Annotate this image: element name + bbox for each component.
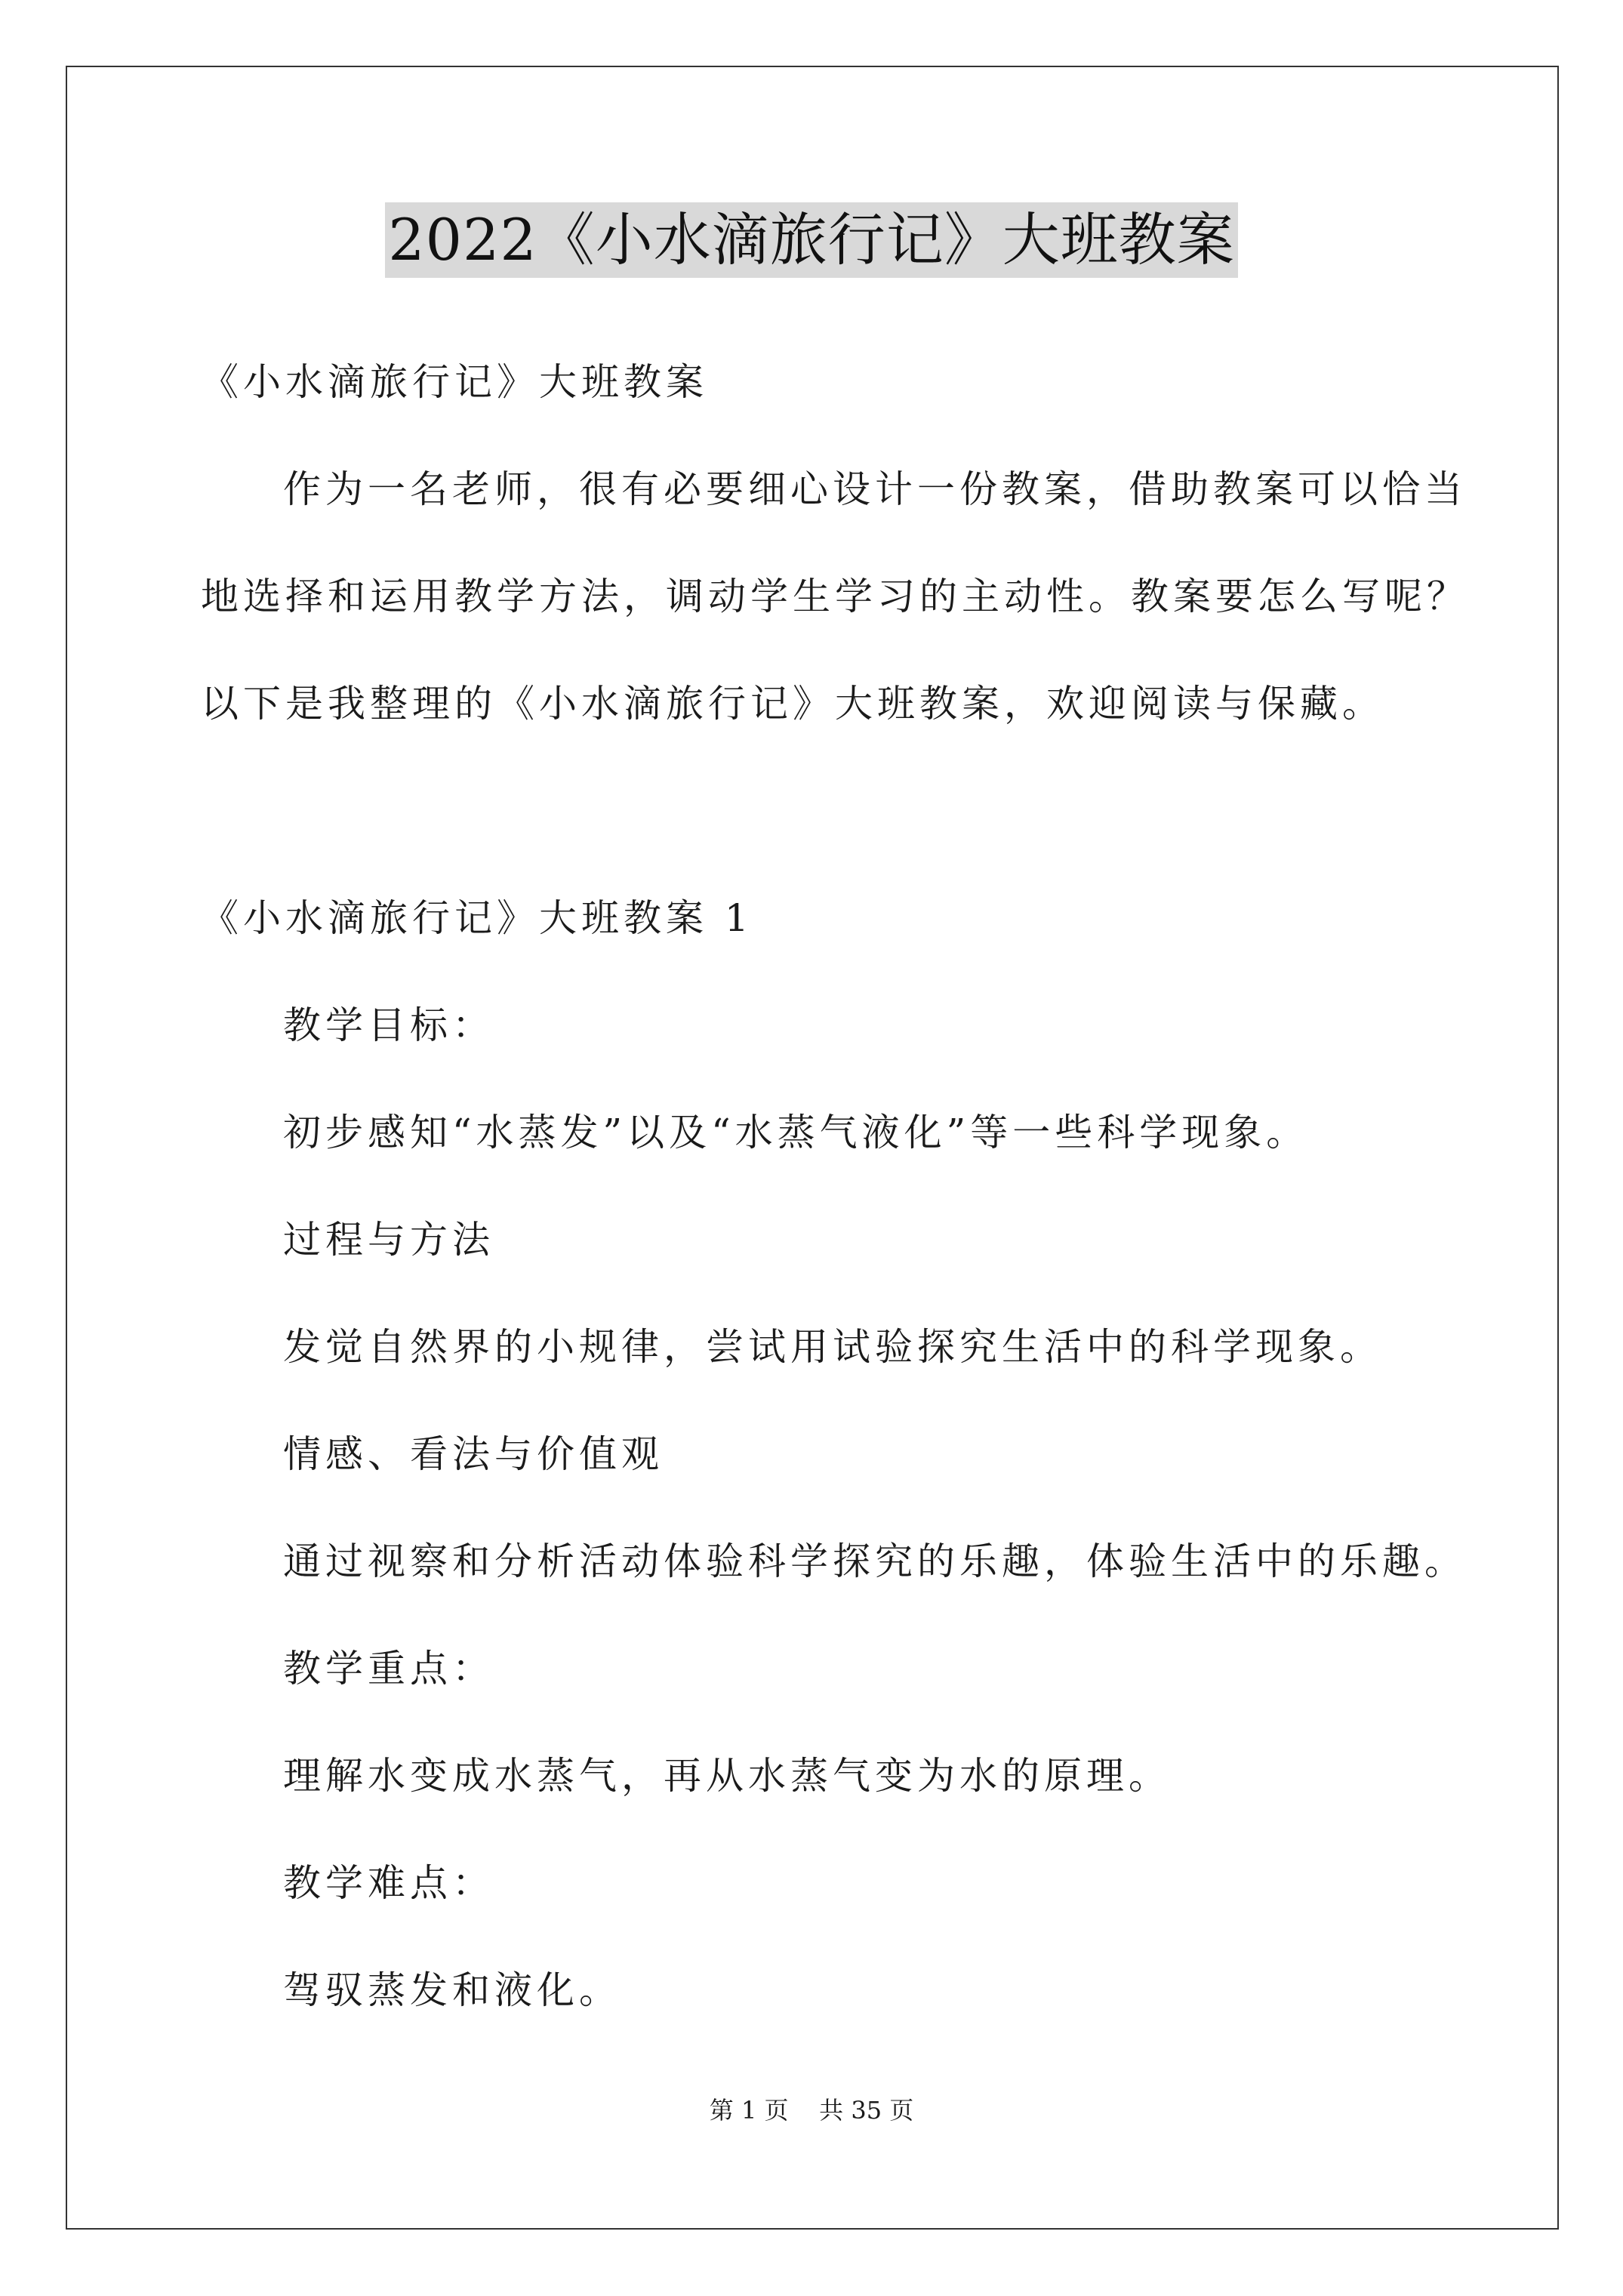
document-title: 2022《小水滴旅行记》大班教案 bbox=[385, 202, 1237, 278]
intro-line-3: 以下是我整理的《小水滴旅行记》大班教案，欢迎阅读与保藏。 bbox=[201, 682, 1384, 726]
title-container bbox=[0, 202, 1623, 278]
process-heading: 过程与方法 bbox=[283, 1218, 494, 1262]
key-point-text: 理解水变成水蒸气，再从水蒸气变为水的原理。 bbox=[283, 1754, 1171, 1798]
key-point-heading: 教学重点： bbox=[283, 1647, 494, 1690]
emotion-heading: 情感、看法与价值观 bbox=[283, 1432, 664, 1476]
intro-line-1: 作为一名老师，很有必要细心设计一份教案，借助教案可以恰当 bbox=[283, 467, 1467, 511]
emotion-text: 通过视察和分析活动体验科学探究的乐趣，体验生活中的乐趣。 bbox=[283, 1539, 1467, 1583]
section-heading: 《小水滴旅行记》大班教案 1 bbox=[201, 896, 753, 940]
goals-heading: 教学目标： bbox=[283, 1003, 494, 1047]
difficulty-heading: 教学难点： bbox=[283, 1861, 494, 1905]
difficulty-text: 驾驭蒸发和液化。 bbox=[283, 1968, 621, 2012]
document-subtitle: 《小水滴旅行记》大班教案 bbox=[201, 360, 708, 404]
goal-knowledge-text: 初步感知“水蒸发”以及“水蒸气液化”等一些科学现象。 bbox=[283, 1111, 1309, 1154]
intro-line-2: 地选择和运用教学方法，调动学生学习的主动性。教案要怎么写呢？ bbox=[201, 575, 1469, 618]
page-footer: 第 1 页 共 35 页 bbox=[709, 2096, 914, 2125]
process-text: 发觉自然界的小规律，尝试用试验探究生活中的科学现象。 bbox=[283, 1325, 1382, 1369]
